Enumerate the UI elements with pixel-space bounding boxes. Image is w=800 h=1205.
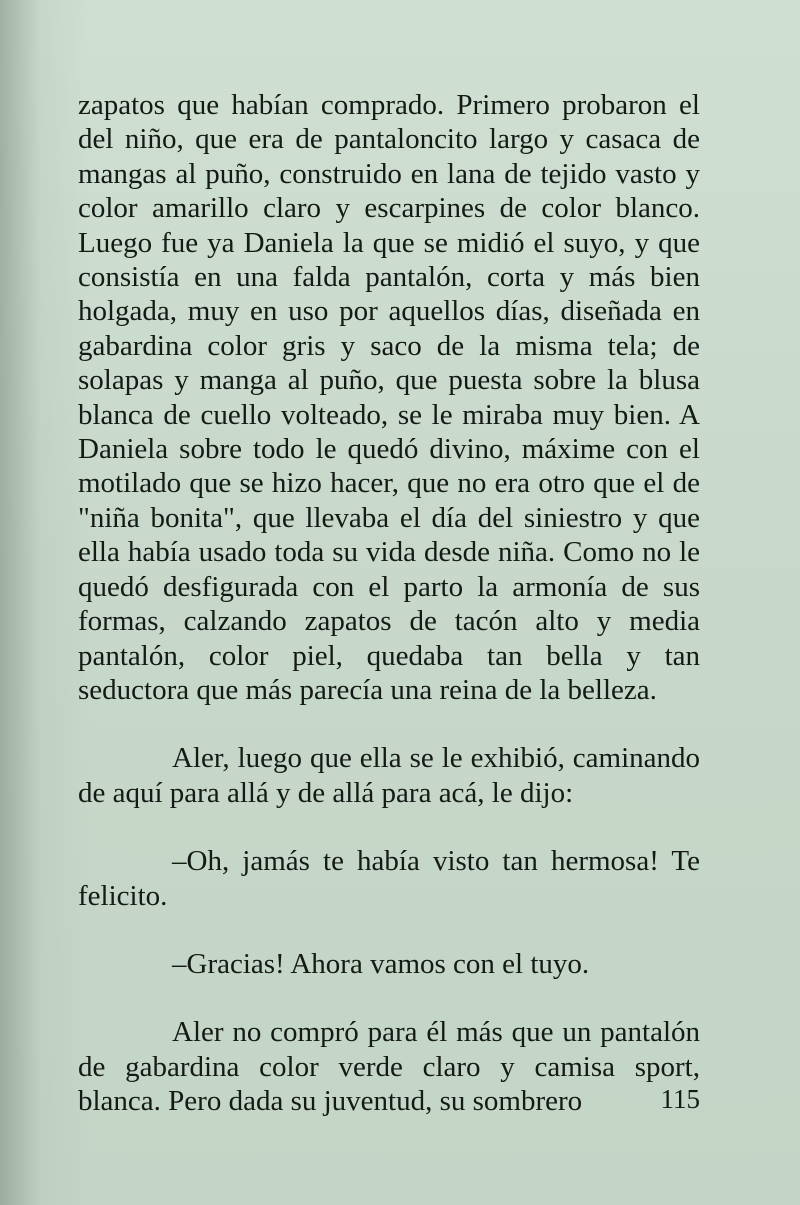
paragraph-3: –Oh, jamás te había visto tan hermosa! Te felicito. [78,845,700,912]
page-number: 115 [660,1084,700,1114]
paragraph-4: –Gracias! Ahora vamos con el tuyo. [172,947,590,980]
paragraph-5: Aler no compró para él más que un pantalón de gabardina color verde claro y camisa sport, blanca. Pero dada su juventud, su sombrero [78,1016,700,1118]
paragraph-2: Aler, luego que ella se le exhibió, caminando de aquí para allá y de allá para acá, le dijo: [78,742,700,809]
paragraph-1: zapatos que habían comprado. Primero probaron el del niño, que era de pantaloncito largo y casaca de mangas al puño, construido en lana de tejido vasto y color amarillo claro y escarpines de color blanco. Luego fue ya Daniela la que se midió el suyo, y que consistía en una falda pantalón, corta y más bien holgada, muy en uso por aquellos días, diseñada en gabardina color gris y saco de la misma tela; de solapas y manga al puño, que puesta sobre la blusa blanca de cuello volteado, se le miraba muy bien. A Daniela sobre todo le quedó divino, máxime con el motilado que se hizo hacer, que no era otro que el de "niña bonita", que llevaba el día del siniestro y que ella había usado toda su vida desde niña. Como no le quedó desfigurada con el parto la armonía de sus formas, calzando zapatos de tacón alto y media pantalón, color piel, quedaba tan bella y tan seductora que más parecía una reina de la belleza. [78,89,700,706]
body-text [78,88,700,1153]
